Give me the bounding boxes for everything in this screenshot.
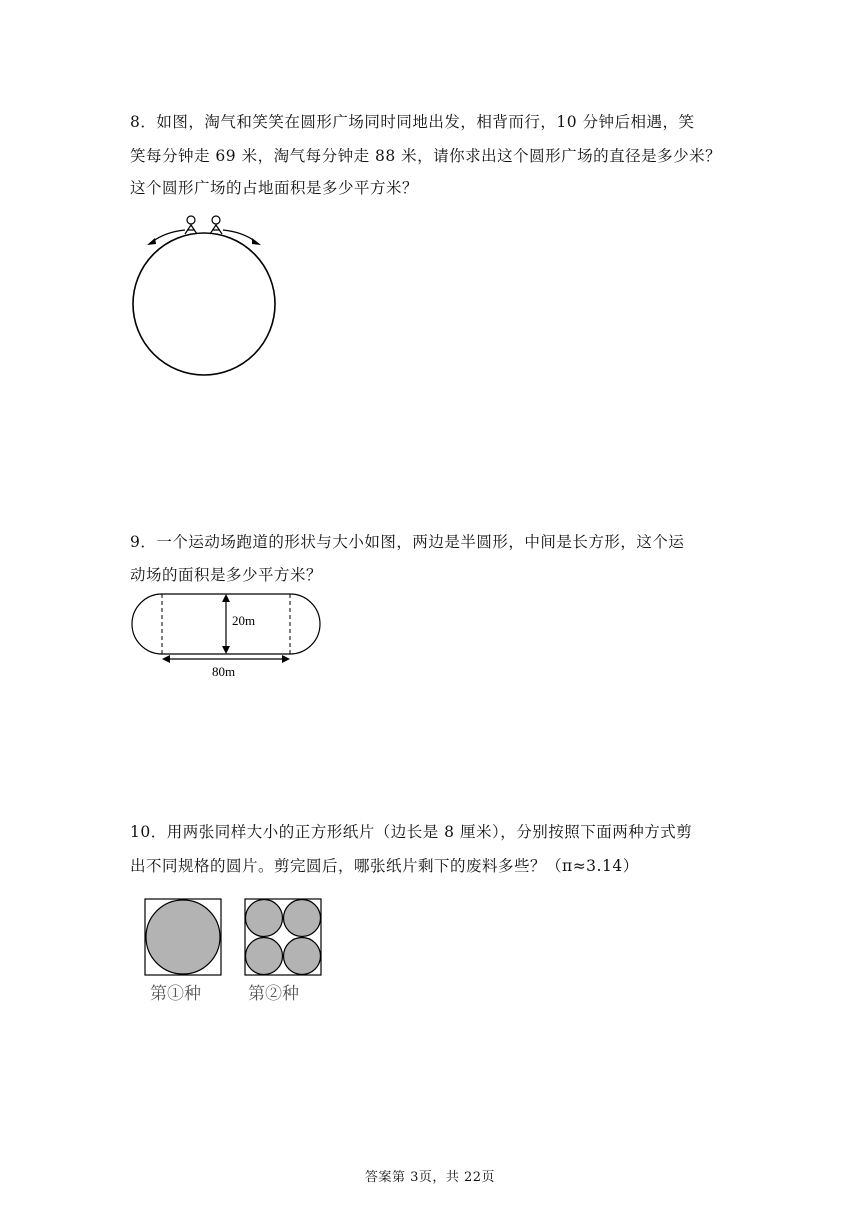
q10-number: 10． (130, 823, 167, 841)
q8-number: 8． (130, 113, 157, 131)
small-circle-4 (284, 938, 321, 975)
q9-line-1 (130, 532, 684, 552)
q8-text-2: 笑每分钟走 69 米，淘气每分钟走 88 米，请你求出这个圆形广场的直径是多少米？ (130, 147, 722, 165)
left-arrow-icon (152, 230, 185, 242)
right-arrow-icon (223, 230, 256, 242)
left-arrowhead-icon (147, 238, 156, 245)
small-circle-1 (246, 900, 283, 937)
small-circle-2 (284, 900, 321, 937)
q9-number: 9． (130, 533, 157, 551)
method-2-label: 第②种 (248, 984, 299, 1003)
person-icon-2 (210, 216, 222, 234)
person-icon-1 (185, 216, 197, 234)
page-footer: 答案第 3页，共 22页 (364, 1170, 496, 1185)
q8-text-3: 这个圆形广场的占地面积是多少平方米？ (130, 179, 419, 197)
q10-text-2: 出不同规格的圆片。剪完圆后，哪张纸片剩下的废料多些？（π≈3.14） (130, 857, 639, 875)
up-arrowhead-icon (222, 594, 230, 602)
down-arrowhead-icon (222, 646, 230, 654)
q8-circle-figure (125, 208, 290, 378)
small-circle-3 (246, 938, 283, 975)
method-1-label: 第①种 (150, 984, 201, 1003)
q9-track-figure (128, 590, 328, 682)
q10-squares-figure (140, 896, 330, 1008)
q8-line-1 (130, 112, 695, 132)
right-arrowhead-icon (252, 238, 261, 245)
plaza-circle (133, 233, 275, 375)
length-label: 80m (212, 664, 236, 679)
right-dim-arrowhead-icon (282, 655, 290, 663)
left-dim-arrowhead-icon (162, 655, 170, 663)
q8-text-1: 如图，淘气和笑笑在圆形广场同时同地出发，相背而行，10 分钟后相遇，笑 (156, 113, 695, 131)
q9-text-2: 动场的面积是多少平方米？ (130, 566, 323, 584)
q10-text-1: 用两张同样大小的正方形纸片（边长是 8 厘米），分别按照下面两种方式剪 (166, 823, 693, 841)
q10-line-1 (130, 822, 692, 842)
large-circle (146, 900, 220, 974)
q9-text-1: 一个运动场跑道的形状与大小如图，两边是半圆形，中间是长方形，这个运 (156, 533, 685, 551)
height-label: 20m (232, 613, 256, 628)
